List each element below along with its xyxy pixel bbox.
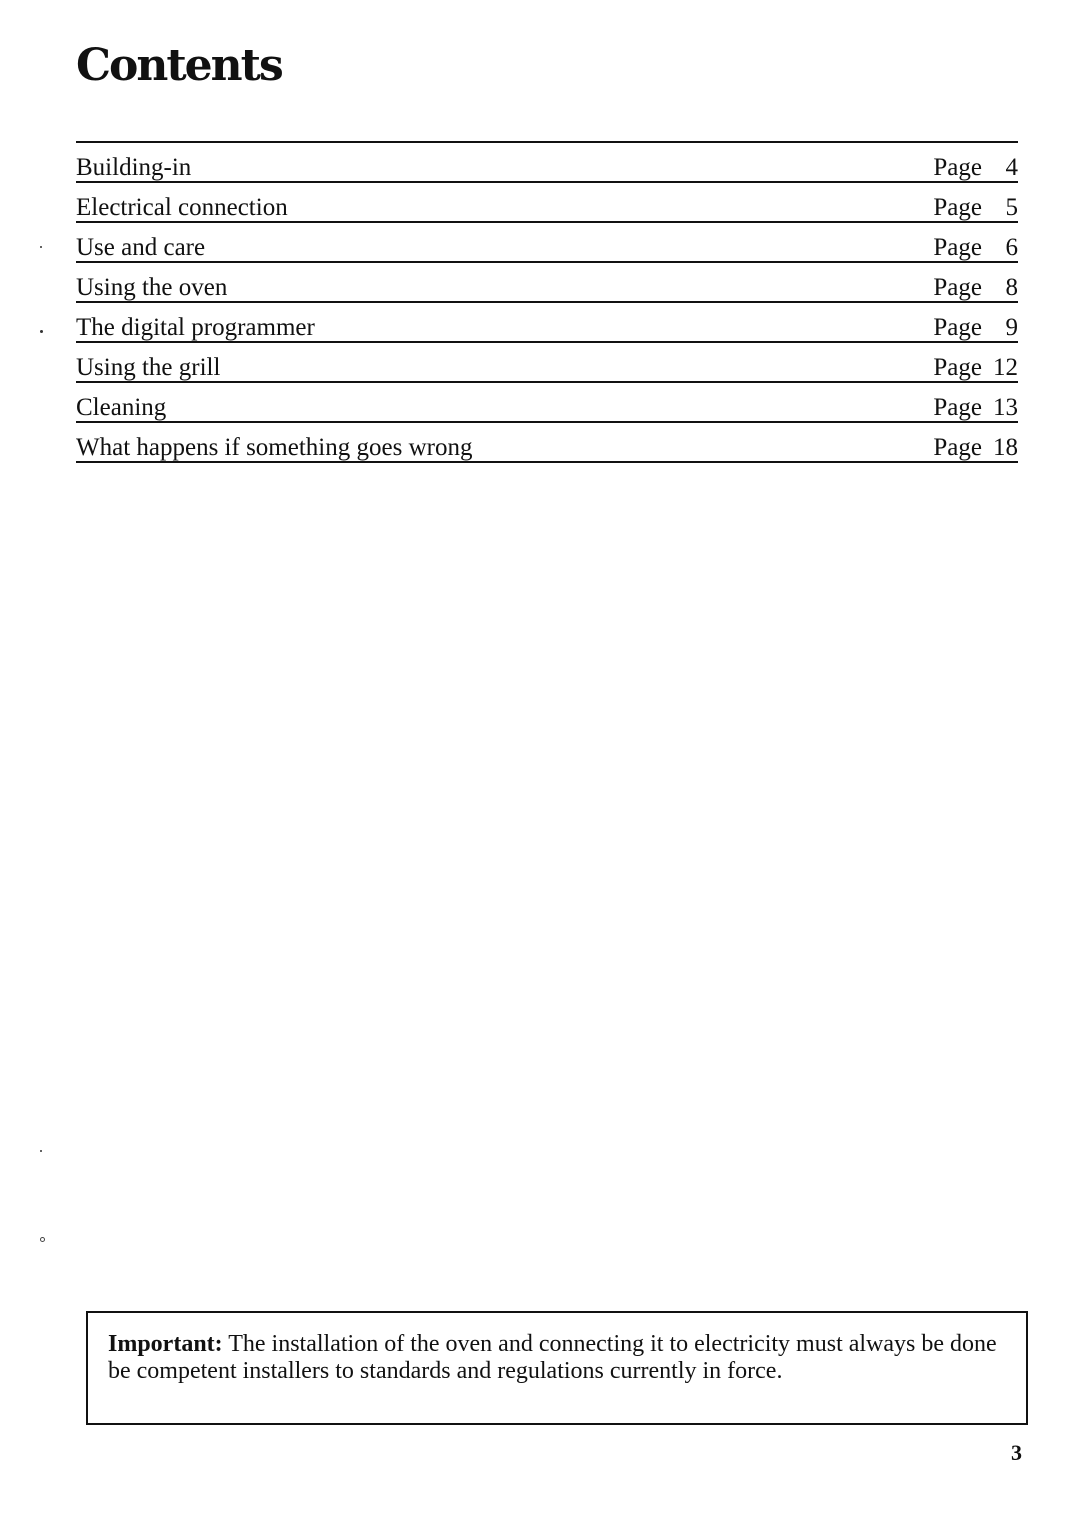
- scan-mark: [40, 1150, 42, 1152]
- toc-entry-label: The digital programmer: [76, 314, 315, 341]
- toc-row: [76, 143, 1018, 183]
- notice-label: Important:: [108, 1331, 223, 1357]
- toc-row: [76, 183, 1018, 223]
- toc-entry-page: Page 18: [933, 434, 1018, 461]
- toc-row: [76, 423, 1018, 463]
- scan-mark: [40, 330, 43, 333]
- toc-entry-page: Page 8: [933, 274, 1018, 301]
- table-of-contents: [76, 141, 1018, 463]
- toc-entry-page: Page 12: [933, 354, 1018, 381]
- page-number: 3: [1011, 1440, 1022, 1465]
- toc-entry-label: What happens if something goes wrong: [76, 434, 473, 461]
- toc-row: [76, 263, 1018, 303]
- toc-entry-label: Using the oven: [76, 274, 228, 301]
- toc-entry-label: Cleaning: [76, 394, 167, 421]
- scan-mark: [40, 1237, 45, 1242]
- toc-entry-label: Building-in: [76, 154, 192, 181]
- toc-entry-page: Page 4: [933, 154, 1018, 181]
- toc-entry-label: Using the grill: [76, 354, 221, 381]
- toc-row: [76, 383, 1018, 423]
- toc-entry-label: Electrical connection: [76, 194, 288, 221]
- toc-entry-page: Page 13: [933, 394, 1018, 421]
- notice-text: The installation of the oven and connecting it to electricity must always be done be competent installers to standards and regulations currently in force.: [108, 1331, 997, 1384]
- important-notice-box: [86, 1311, 1028, 1425]
- scan-mark: [40, 246, 42, 248]
- toc-entry-page: Page 9: [933, 314, 1018, 341]
- page-title: Contents: [76, 40, 282, 91]
- toc-entry-page: Page 6: [933, 234, 1018, 261]
- toc-entry-label: Use and care: [76, 234, 206, 261]
- toc-entry-page: Page 5: [933, 194, 1018, 221]
- toc-row: [76, 223, 1018, 263]
- toc-row: [76, 343, 1018, 383]
- toc-row: [76, 303, 1018, 343]
